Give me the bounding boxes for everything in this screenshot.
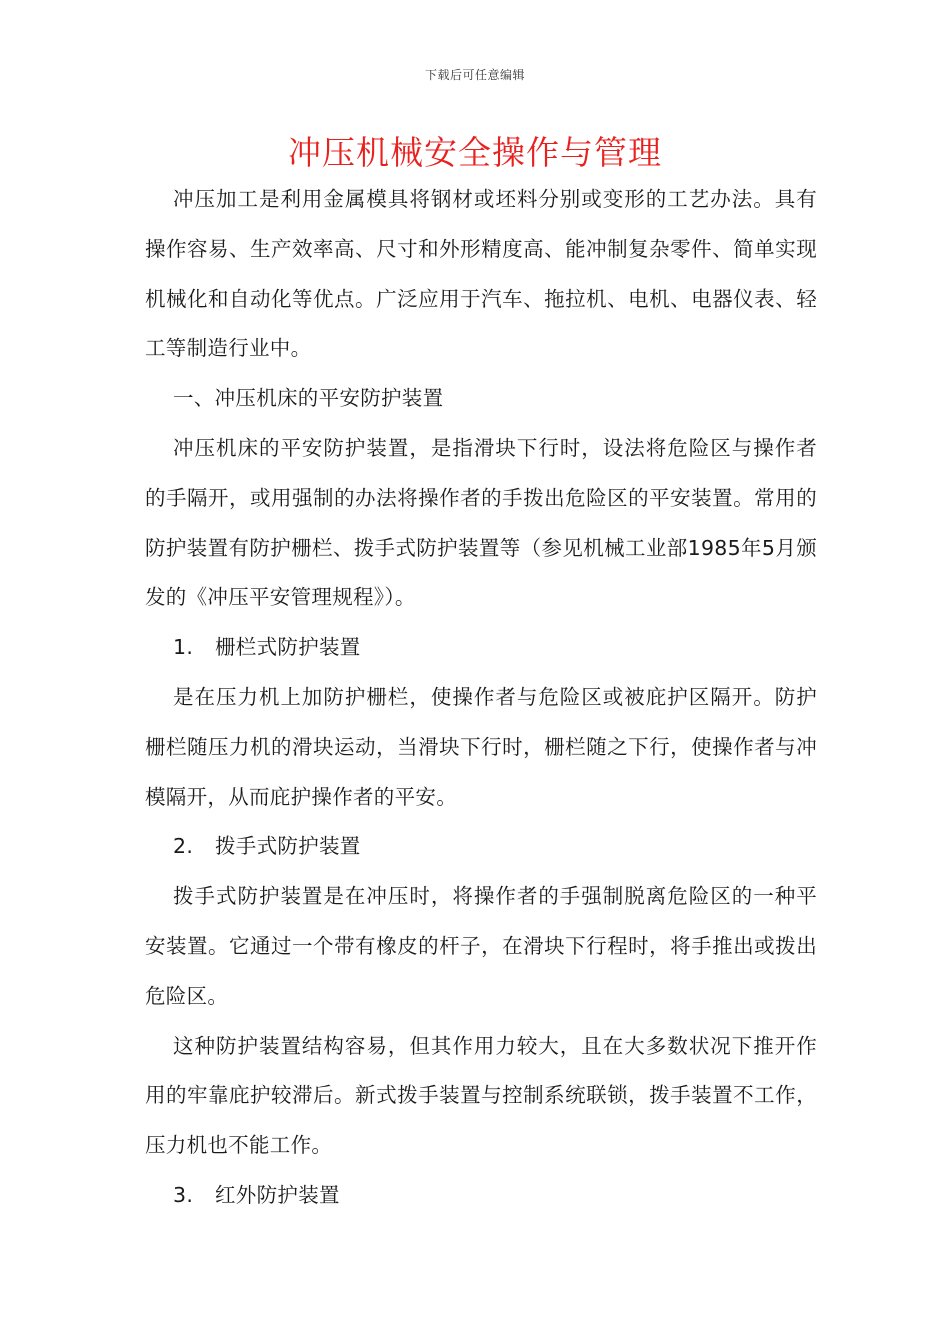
header-note: 下载后可任意编辑 bbox=[424, 68, 525, 82]
item-label-3: 红外防护装置 bbox=[215, 1182, 340, 1207]
item-label-1: 栅栏式防护装置 bbox=[215, 635, 361, 660]
numbered-heading-3 bbox=[145, 1171, 817, 1221]
paragraph-protection-devices: 冲压机床的平安防护装置，是指滑块下行时，设法将危险区与操作者的手隔开，或用强制的办法将操作者的手拨出危险区的平安装置。常用的防护装置有防护栅栏、拨手式防护装置等（参见机械工业部1985年5月颁发的《冲压平安管理规程》）。 bbox=[145, 435, 817, 610]
item-label-2: 拨手式防护装置 bbox=[215, 834, 361, 859]
item-number-1: 1. bbox=[173, 635, 194, 660]
item-number-2: 2. bbox=[173, 834, 194, 859]
numbered-heading-2 bbox=[145, 822, 817, 872]
paragraph-hand-sweep-guard: 拨手式防护装置是在冲压时，将操作者的手强制脱离危险区的一种平安装置。它通过一个带有橡皮的杆子，在滑块下行程时，将手推出或拨出危险区。 bbox=[145, 884, 817, 1008]
section-heading-1: 一、冲压机床的平安防护装置 bbox=[173, 386, 444, 411]
numbered-heading-1 bbox=[145, 623, 817, 673]
document-title: 冲压机械安全操作与管理 bbox=[288, 133, 662, 172]
item-number-3: 3. bbox=[173, 1182, 194, 1207]
paragraph-hand-sweep-notes: 这种防护装置结构容易，但其作用力较大，且在大多数状况下推开作用的牢靠庇护较滞后。新式拨手装置与控制系统联锁，拨手装置不工作，压力机也不能工作。 bbox=[145, 1033, 817, 1158]
paragraph-fence-guard: 是在压力机上加防护栅栏，使操作者与危险区或被庇护区隔开。防护栅栏随压力机的滑块运动，当滑块下行时，栅栏随之下行，使操作者与冲模隔开，从而庇护操作者的平安。 bbox=[145, 684, 817, 809]
paragraph-intro: 冲压加工是利用金属模具将钢材或坯料分别或变形的工艺办法。具有操作容易、生产效率高、尺寸和外形精度高、能冲制复杂零件、简单实现机械化和自动化等优点。广泛应用于汽车、拖拉机、电机、电器仪表、轻工等制造行业中。 bbox=[145, 187, 817, 361]
document-body bbox=[145, 175, 817, 1221]
